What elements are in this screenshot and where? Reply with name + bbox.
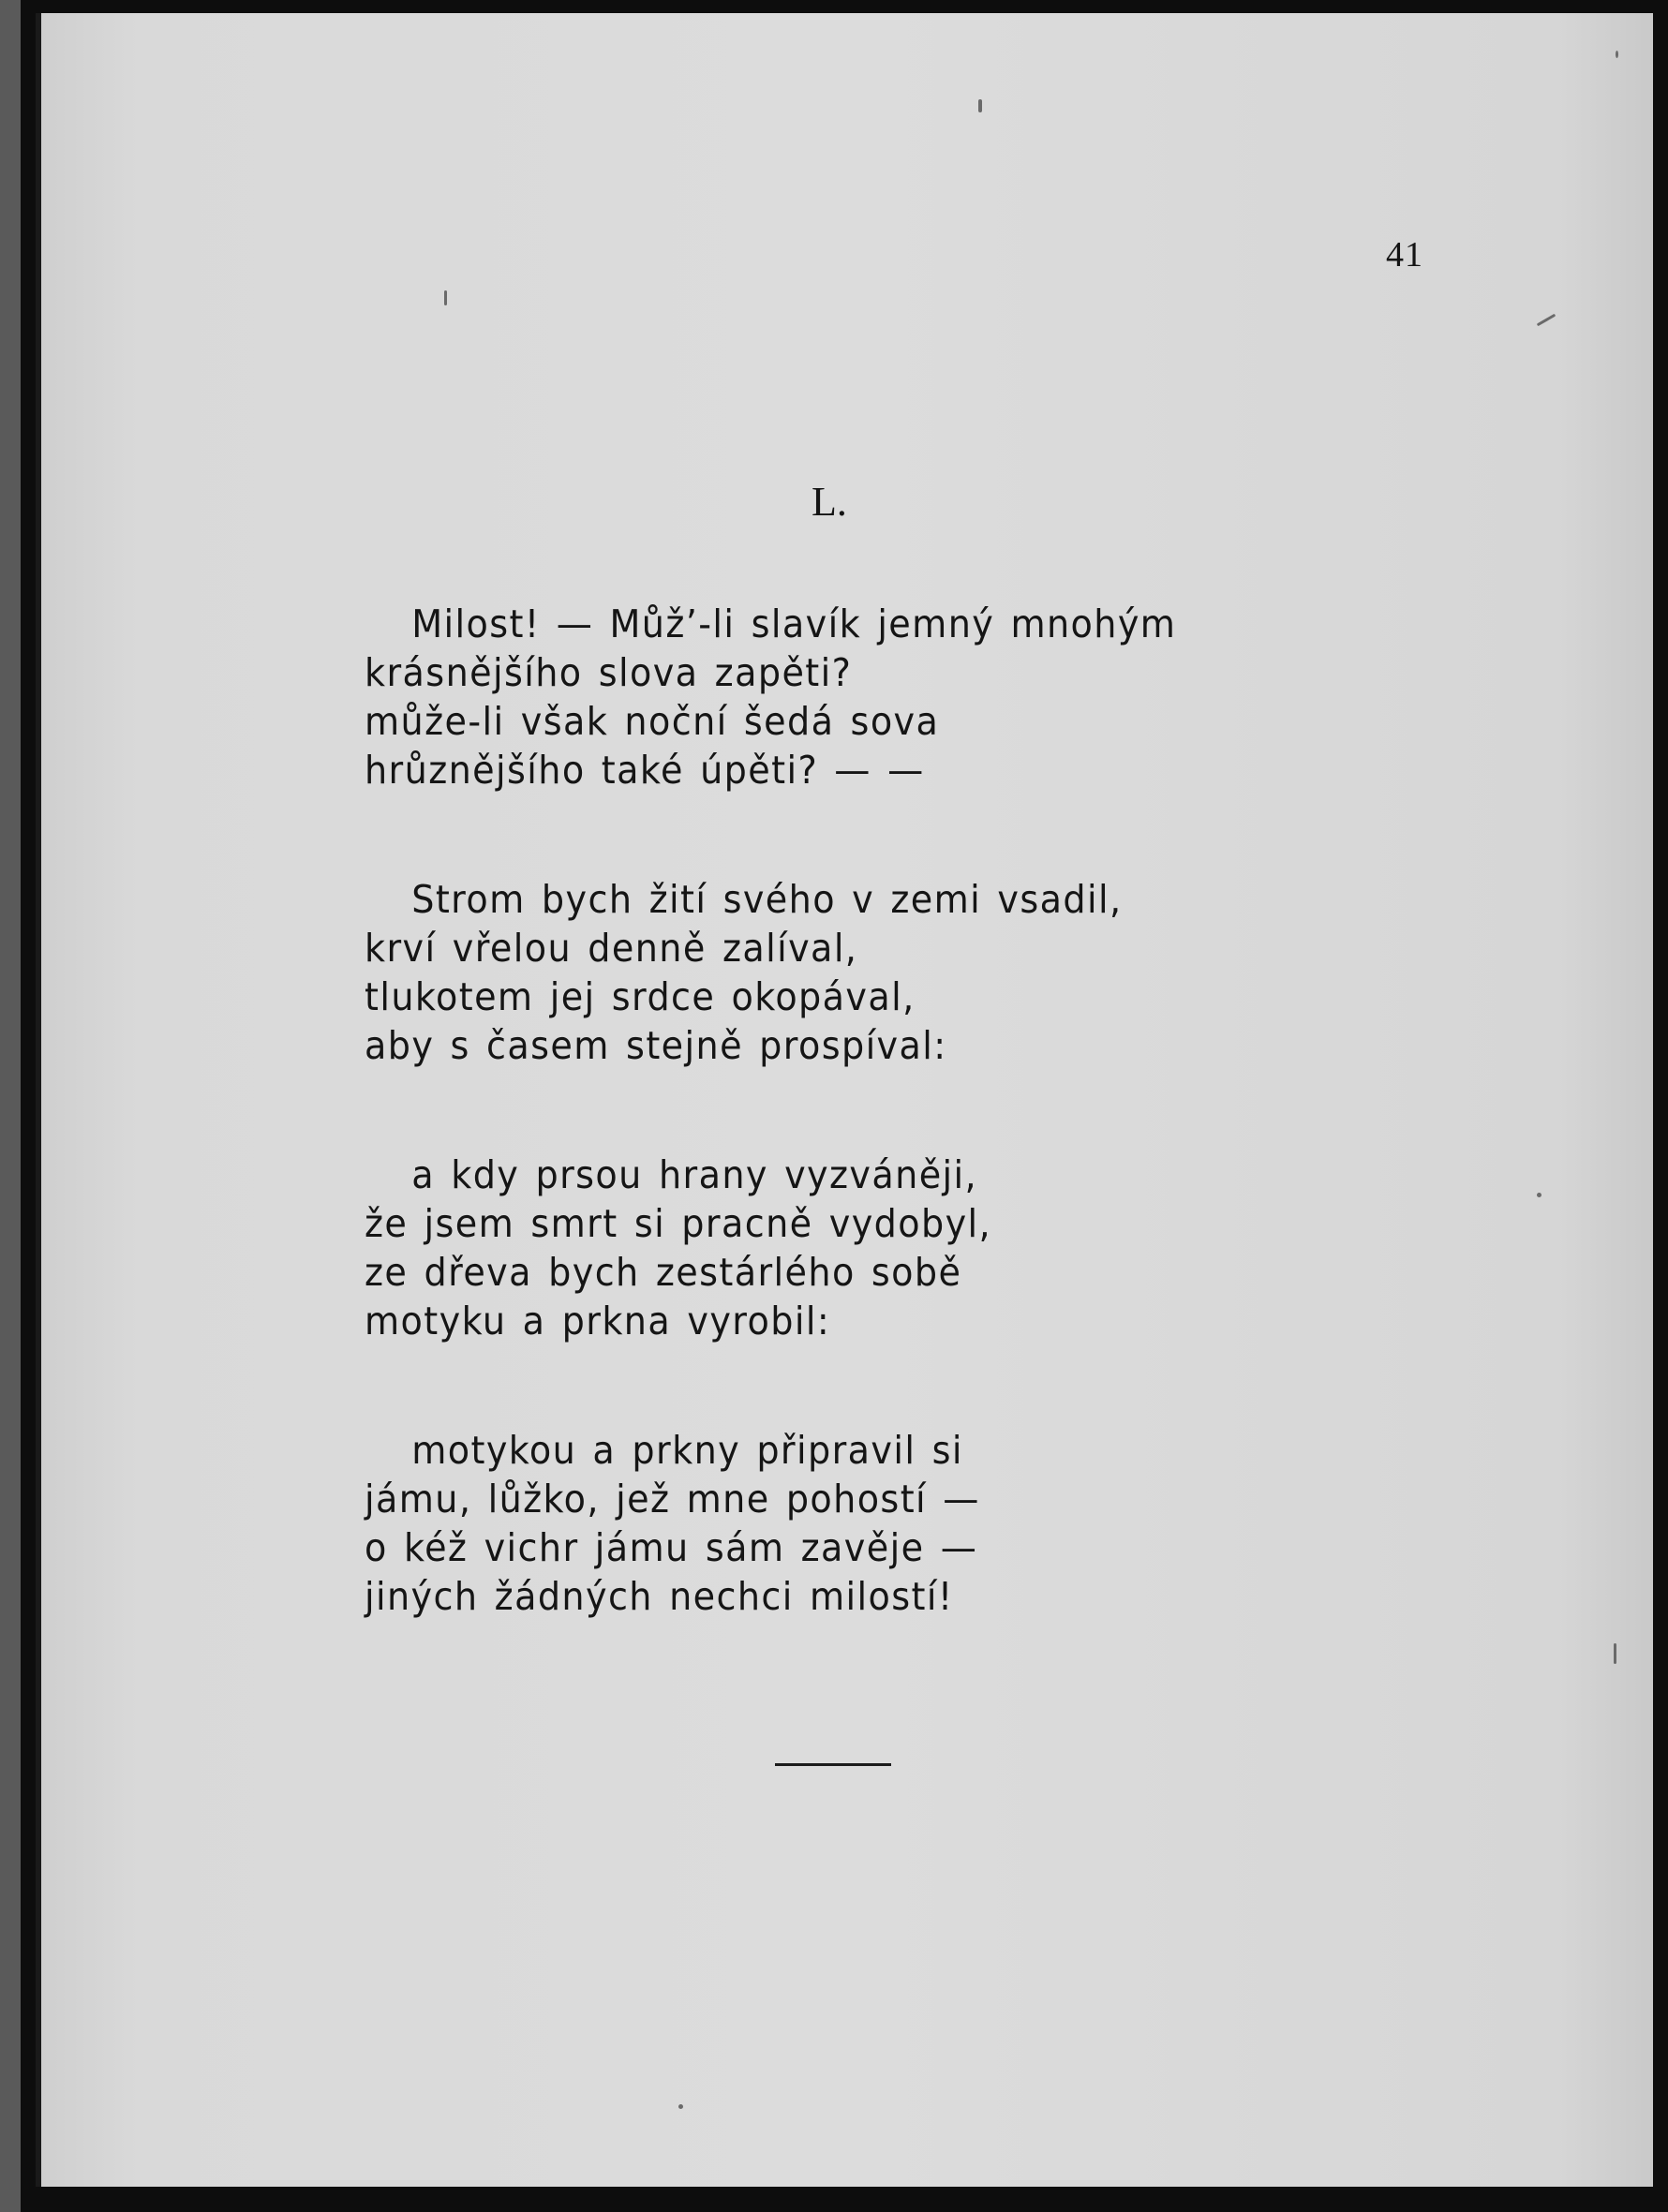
verse-line: Strom bych žití svého v zemi vsadil, [411,877,1123,922]
poem-title: L. [812,479,847,525]
previous-page-edge [0,0,21,2212]
verse-line: krví vřelou denně zalíval, [365,926,858,971]
stanza-1 [365,600,1176,794]
verse-line: jiných žádných nechci milostí! [365,1574,954,1619]
verse-line: aby s časem stejně prospíval: [365,1023,947,1068]
verse-line: o kéž vichr jámu sám zavěje — [365,1525,978,1570]
stanza-4 [365,1426,1176,1621]
paper-speck [444,290,447,305]
book-page [36,13,1653,2187]
paper-speck [978,99,982,112]
verse-line: tlukotem jej srdce okopával, [365,974,916,1019]
stanza-3 [365,1151,1176,1345]
page-number: 41 [1386,235,1423,275]
verse-line: Milost! — Můž’-li slavík jemný mnohým [411,601,1177,646]
paper-speck [1614,1643,1616,1664]
verse-line: motykou a prkny připravil si [411,1428,963,1473]
verse-line: jámu, lůžko, jež mne pohostí — [365,1477,980,1522]
paper-speck [1537,1193,1541,1197]
paper-speck [678,2104,683,2109]
verse-line: motyku a prkna vyrobil: [365,1299,831,1344]
verse-line: může-li však noční šedá sova [365,699,940,744]
paper-speck [1616,51,1618,58]
poem-body [365,600,1176,1621]
verse-line: krásnějšího slova zapěti? [365,650,853,695]
paper-speck [1537,314,1556,327]
verse-line: že jsem smrt si pracně vydobyl, [365,1201,992,1246]
end-ornament-rule [775,1763,891,1766]
verse-line: a kdy prsou hrany vyzváněji, [411,1152,978,1197]
verse-line: hrůznějšího také úpěti? — — [365,748,925,793]
verse-line: ze dřeva bych zestárlého sobě [365,1250,962,1295]
stanza-2 [365,875,1176,1070]
